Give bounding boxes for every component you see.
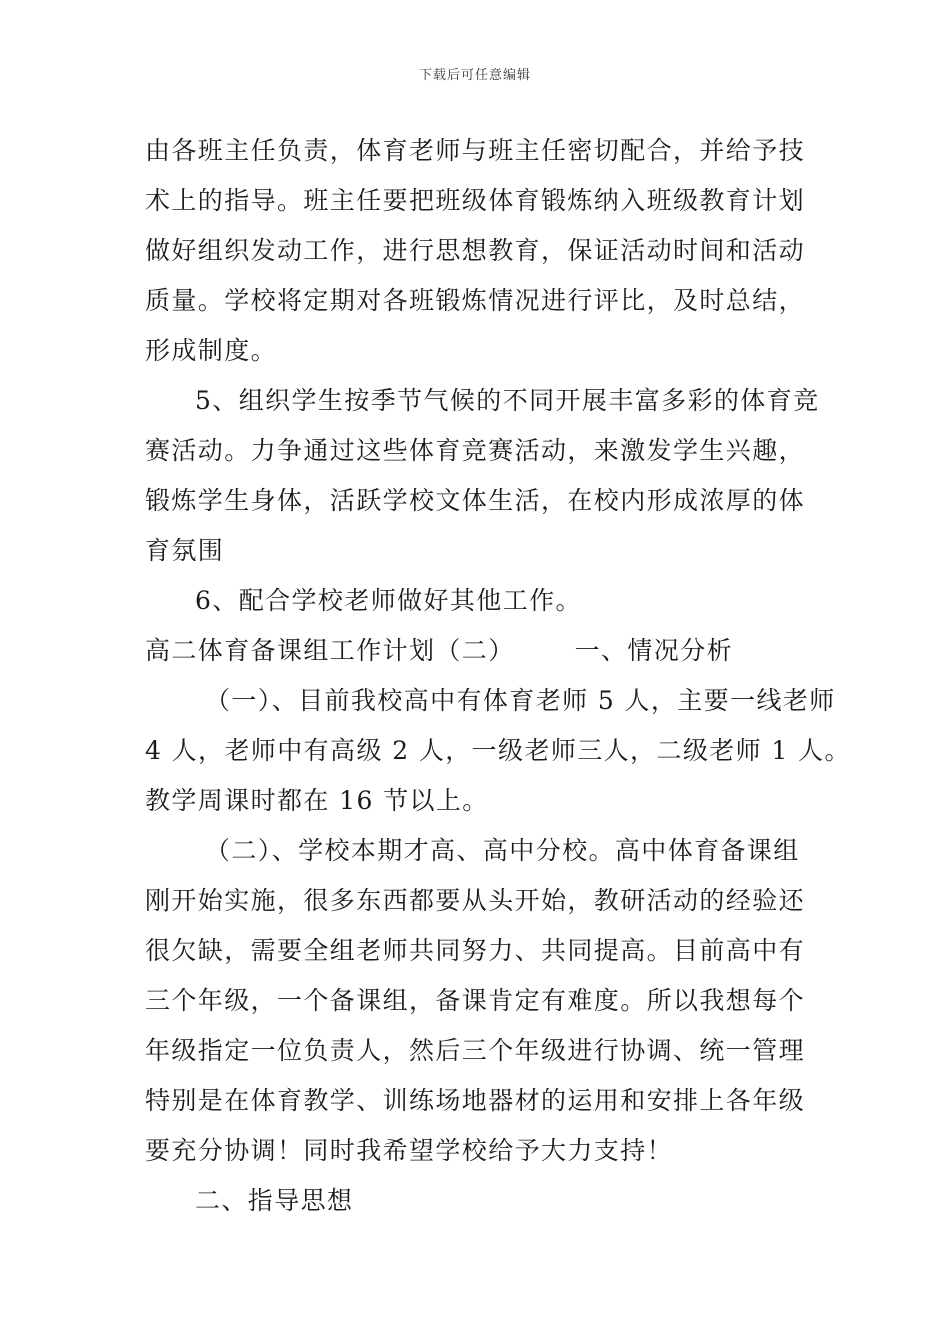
- paragraph-line: 质量。学校将定期对各班锻炼情况进行评比，及时总结，: [145, 286, 806, 315]
- subsection-title: 一、情况分析: [574, 636, 734, 665]
- page-header-note: 下载后可任意编辑: [418, 68, 531, 83]
- document-body: [145, 126, 851, 1226]
- section-heading-line: [145, 626, 810, 676]
- section-title: 高二体育备课组工作计划（二）: [145, 636, 515, 665]
- section-heading: 二、指导思想: [195, 1186, 354, 1215]
- paragraph-line: 4 人，老师中有高级 2 人，一级老师三人，二级老师 1 人。: [145, 736, 851, 765]
- paragraph-line: 术上的指导。班主任要把班级体育锻炼纳入班级教育计划: [145, 186, 806, 215]
- paragraph-line: 形成制度。: [145, 336, 278, 365]
- paragraph-line: 教学周课时都在 16 节以上。: [145, 786, 489, 815]
- paragraph-line: 特别是在体育教学、训练场地器材的运用和安排上各年级: [145, 1086, 806, 1115]
- paragraph-line: 做好组织发动工作，进行思想教育，保证活动时间和活动: [145, 236, 806, 265]
- paragraph-line: 三个年级，一个备课组，备课肯定有难度。所以我想每个: [145, 986, 806, 1015]
- paragraph-line: 5、组织学生按季节气候的不同开展丰富多彩的体育竞: [195, 386, 820, 415]
- paragraph-line: 年级指定一位负责人，然后三个年级进行协调、统一管理: [145, 1036, 806, 1065]
- paragraph-line: 6、配合学校老师做好其他工作。: [195, 586, 582, 615]
- paragraph-line: 赛活动。力争通过这些体育竞赛活动，来激发学生兴趣，: [145, 436, 806, 465]
- paragraph-line: 育氛围: [145, 536, 225, 565]
- paragraph-line: 刚开始实施，很多东西都要从头开始，教研活动的经验还: [145, 886, 806, 915]
- paragraph-line: 要充分协调！同时我希望学校给予大力支持！: [145, 1136, 674, 1165]
- paragraph-line: 很欠缺，需要全组老师共同努力、共同提高。目前高中有: [145, 936, 806, 965]
- paragraph-line: （一）、目前我校高中有体育老师 5 人，主要一线老师: [205, 686, 836, 715]
- paragraph-line: 锻炼学生身体，活跃学校文体生活，在校内形成浓厚的体: [145, 486, 806, 515]
- paragraph-line: （二）、学校本期才高、高中分校。高中体育备课组: [205, 836, 800, 865]
- paragraph-line: 由各班主任负责，体育老师与班主任密切配合，并给予技: [145, 136, 806, 165]
